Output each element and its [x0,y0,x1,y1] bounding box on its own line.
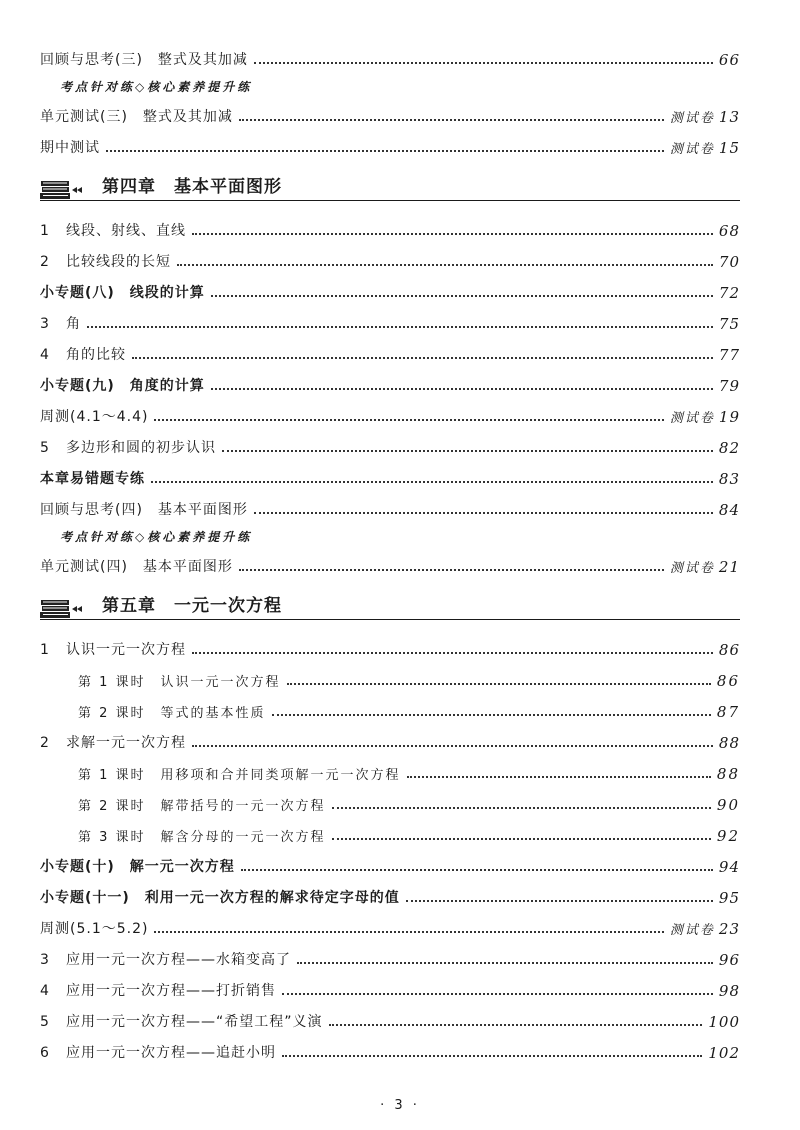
entry-label [40,856,241,876]
dot-leader [406,900,713,902]
toc-entry[interactable] [40,302,740,333]
toc-entry[interactable] [40,628,740,659]
toc-entry[interactable] [40,271,740,302]
page-value: 23 [718,920,740,938]
page-value: 90 [716,796,740,814]
toc-entry[interactable] [40,907,740,938]
entry-page [713,951,740,969]
entry-title: 多边形和圆的初步认识 [66,440,216,456]
entry-page [664,557,740,576]
entry-page [664,138,740,157]
entry-label [40,499,254,519]
entry-page [713,377,740,395]
entry-label [40,556,239,576]
entry-page [711,827,740,845]
entry-title: 期中测试 [40,140,100,156]
page-value: 100 [708,1013,740,1031]
dot-leader [177,264,713,266]
entry-page [664,919,740,938]
page-value: 88 [718,734,740,752]
book-stack-icon [40,598,84,620]
entry-title: 周测(5.1～5.2) [40,921,149,937]
entry-label [78,764,407,783]
entry-title: 小专题(九) 角度的计算 [40,378,205,394]
entry-page [713,734,740,752]
entry-label [40,282,211,302]
dot-leader [192,233,713,235]
toc-entry[interactable] [40,545,740,576]
page-value: 95 [718,889,740,907]
entry-label [40,732,192,752]
dot-leader [332,807,711,809]
entry-page [713,315,740,333]
page-value: 82 [718,439,740,457]
page-value: 98 [718,982,740,1000]
toc-entry[interactable] [40,209,740,240]
entry-label [40,106,239,126]
test-paper-prefix: 测试卷 [669,561,715,576]
entry-page [664,407,740,426]
entry-label [40,344,132,364]
toc-entry[interactable] [40,1031,740,1062]
entry-title: 小专题(十一) 利用一元一次方程的解求待定字母的值 [40,890,400,906]
page-value: 68 [718,222,740,240]
dot-leader [407,776,711,778]
page-value: 15 [718,139,740,157]
entry-label [40,887,406,907]
entry-title: 回顾与思考(四) 基本平面图形 [40,502,248,518]
entry-title: 应用一元一次方程——追赶小明 [66,1045,276,1061]
dot-leader [192,652,713,654]
toc-entry[interactable] [40,364,740,395]
entry-label [78,671,287,690]
toc-entry[interactable] [40,426,740,457]
entry-page [713,253,740,271]
dot-leader [211,295,713,297]
dot-leader [211,388,713,390]
toc-subentry[interactable] [40,783,740,814]
entry-label [40,918,154,938]
page-value: 79 [718,377,740,395]
page-value: 21 [718,558,740,576]
entry-title: 求解一元一次方程 [66,735,186,751]
entry-label [78,702,272,721]
dot-leader [241,869,713,871]
entry-page [711,796,740,814]
dot-leader [282,993,713,995]
toc-entry[interactable] [40,969,740,1000]
chapter-title: 第四章 基本平面图形 [102,177,282,197]
toc-entry[interactable] [40,395,740,426]
chapter-heading [40,159,740,209]
entry-title: 第 2 课时 等式的基本性质 [78,706,266,721]
dot-leader [254,512,713,514]
entry-number: 1 [40,223,50,239]
test-paper-prefix: 测试卷 [669,411,715,426]
entry-label [40,639,192,659]
table-of-contents [40,38,740,1062]
entry-page [713,284,740,302]
entry-number: 5 [40,1014,50,1030]
entry-page [664,107,740,126]
entry-title: 小专题(十) 解一元一次方程 [40,859,235,875]
entry-number: 6 [40,1045,50,1061]
entry-title: 角 [66,316,81,332]
entry-number: 3 [40,952,50,968]
dot-leader [106,150,664,152]
entry-title: 单元测试(四) 基本平面图形 [40,559,233,575]
page-value: 72 [718,284,740,302]
entry-page [713,858,740,876]
toc-entry[interactable] [40,488,740,519]
chapter-heading [40,578,740,628]
entry-title: 单元测试(三) 整式及其加减 [40,109,233,125]
dot-leader [154,419,663,421]
section-subheading: 考点针对练◇核心素养提升练 [60,80,253,94]
entry-title: 第 2 课时 解带括号的一元一次方程 [78,799,326,814]
toc-entry[interactable] [40,240,740,271]
page-value: 70 [718,253,740,271]
entry-page [711,672,740,690]
dot-leader [154,931,663,933]
entry-page [713,470,740,488]
entry-title: 本章易错题专练 [40,471,145,487]
dot-leader [332,838,711,840]
entry-page [711,765,740,783]
entry-label [40,406,154,426]
entry-label [40,949,297,969]
chapter-title: 第五章 一元一次方程 [102,596,282,616]
toc-entry[interactable] [40,95,740,126]
entry-title: 第 1 课时 用移项和合并同类项解一元一次方程 [78,768,401,783]
page-value: 66 [718,51,740,69]
toc-subentry[interactable] [40,752,740,783]
toc-subentry[interactable] [40,659,740,690]
dot-leader [192,745,713,747]
entry-title: 认识一元一次方程 [66,642,186,658]
dot-leader [239,119,664,121]
toc-subentry[interactable] [40,814,740,845]
dot-leader [222,450,713,452]
entry-page [713,346,740,364]
entry-label [40,251,177,271]
entry-label [40,1042,282,1062]
entry-title: 应用一元一次方程——水箱变高了 [66,952,291,968]
entry-page [711,703,740,721]
entry-page [713,51,740,69]
toc-entry[interactable] [40,457,740,488]
page-value: 92 [716,827,740,845]
toc-entry[interactable] [40,333,740,364]
page-value: 75 [718,315,740,333]
entry-label [40,375,211,395]
entry-number: 4 [40,347,50,363]
entry-page [713,982,740,1000]
page-value: 86 [716,672,740,690]
entry-label [78,826,332,845]
page-value: 13 [718,108,740,126]
entry-title: 角的比较 [66,347,126,363]
entry-title: 周测(4.1～4.4) [40,409,149,425]
page-number: · 3 · [380,1098,420,1113]
dot-leader [239,569,664,571]
page-value: 84 [718,501,740,519]
entry-title: 线段、射线、直线 [66,223,186,239]
entry-label [40,468,151,488]
entry-page [702,1044,740,1062]
page-value: 102 [708,1044,740,1062]
test-paper-prefix: 测试卷 [669,923,715,938]
dot-leader [329,1024,703,1026]
toc-entry[interactable] [40,38,740,69]
entry-page [713,439,740,457]
entry-title: 小专题(八) 线段的计算 [40,285,205,301]
dot-leader [87,326,713,328]
entry-label [40,220,192,240]
page-value: 83 [718,470,740,488]
entry-number: 4 [40,983,50,999]
entry-number: 5 [40,440,50,456]
toc-entry[interactable] [40,126,740,157]
toc-entry[interactable] [40,876,740,907]
entry-label [40,313,87,333]
dot-leader [151,481,713,483]
entry-number: 2 [40,254,50,270]
dot-leader [297,962,713,964]
test-paper-prefix: 测试卷 [669,142,715,157]
chapter-rule [40,619,740,620]
toc-entry[interactable] [40,938,740,969]
entry-label [40,437,222,457]
page-value: 77 [718,346,740,364]
dot-leader [287,683,711,685]
section-subheading: 考点针对练◇核心素养提升练 [60,530,253,544]
toc-subentry[interactable] [40,690,740,721]
dot-leader [254,62,713,64]
entry-page [713,641,740,659]
dot-leader [132,357,713,359]
entry-label [40,980,282,1000]
entry-title: 回顾与思考(三) 整式及其加减 [40,52,248,68]
entry-title: 比较线段的长短 [66,254,171,270]
page-value: 87 [716,703,740,721]
entry-title: 第 3 课时 解含分母的一元一次方程 [78,830,326,845]
entry-label [40,137,106,157]
entry-page [713,501,740,519]
entry-page [702,1013,740,1031]
entry-number: 3 [40,316,50,332]
toc-entry[interactable] [40,845,740,876]
test-paper-prefix: 测试卷 [669,111,715,126]
page-value: 19 [718,408,740,426]
entry-label [40,49,254,69]
dot-leader [272,714,711,716]
chapter-rule [40,200,740,201]
entry-label [40,1011,329,1031]
toc-entry[interactable] [40,1000,740,1031]
page-value: 96 [718,951,740,969]
page-value: 88 [716,765,740,783]
dot-leader [282,1055,702,1057]
entry-page [713,889,740,907]
page-value: 94 [718,858,740,876]
entry-title: 第 1 课时 认识一元一次方程 [78,675,281,690]
entry-label [78,795,332,814]
entry-number: 1 [40,642,50,658]
book-stack-icon [40,179,84,201]
entry-number: 2 [40,735,50,751]
toc-entry[interactable] [40,721,740,752]
page-value: 86 [718,641,740,659]
entry-title: 应用一元一次方程——打折销售 [66,983,276,999]
entry-page [713,222,740,240]
entry-title: 应用一元一次方程——“希望工程”义演 [66,1014,323,1030]
